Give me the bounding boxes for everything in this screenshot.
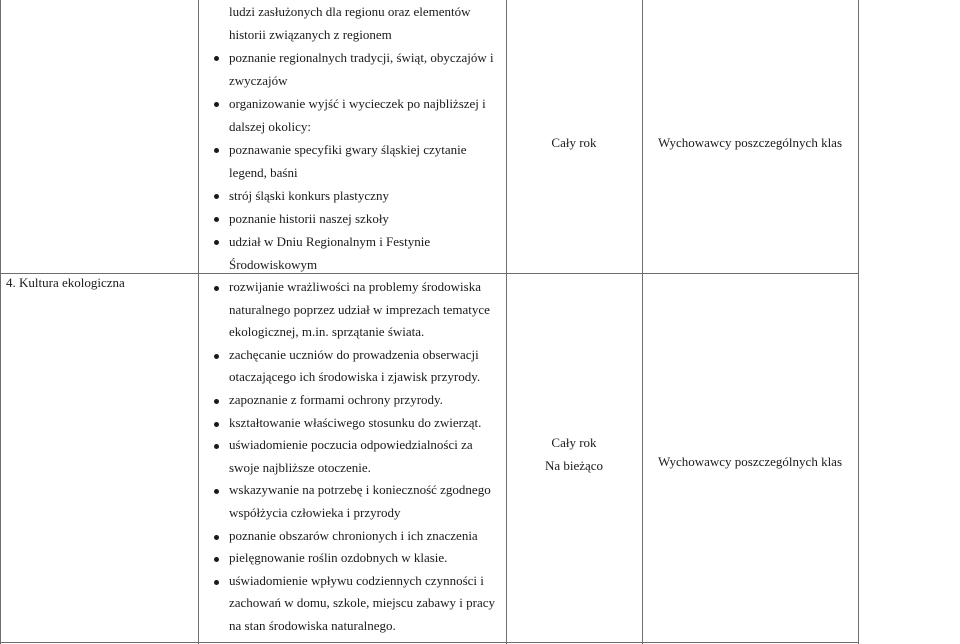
list-item: strój śląski konkurs plastyczny	[214, 184, 514, 207]
table-divider-col1	[198, 0, 199, 644]
list-item: swoje najbliższe otoczenie.	[229, 459, 371, 475]
list-item: rozwijanie wrażliwości na problemy środowiska	[214, 276, 514, 299]
row2-term-line1: Cały rok	[551, 435, 597, 450]
list-item: zwyczajów	[229, 73, 288, 88]
row2-responsible: Wychowawcy poszczególnych klas	[657, 454, 843, 469]
list-item: zachowań w domu, szkole, miejscu zabawy i pracy	[229, 595, 496, 611]
list-item: poznawanie specyfiki gwary śląskiej czytanie	[214, 138, 514, 161]
list-item: organizowanie wyjść i wycieczek po najbliższej i	[214, 92, 514, 115]
list-item: wskazywanie na potrzebę i konieczność zgodnego	[214, 479, 514, 502]
list-item: dalszej okolicy:	[229, 119, 311, 134]
row2-activities-list	[214, 276, 514, 638]
row1-activities-list	[214, 0, 514, 276]
list-item: zachęcanie uczniów do prowadzenia obserwacji	[214, 344, 514, 367]
list-item: udział w Dniu Regionalnym i Festynie	[214, 230, 514, 253]
list-item: historii związanych z regionem	[229, 27, 392, 42]
list-item: zapoznanie z formami ochrony przyrody.	[214, 389, 514, 412]
table-border-bottom	[0, 642, 858, 643]
list-item: na stan środowiska naturalnego.	[229, 617, 396, 633]
list-item: poznanie historii naszej szkoły	[214, 207, 514, 230]
list-item: Środowiskowym	[229, 257, 318, 272]
table-border-right	[858, 0, 859, 644]
list-item: uświadomienie poczucia odpowiedzialności za	[214, 434, 514, 457]
list-item: legend, baśni	[229, 165, 298, 180]
list-item: naturalnego poprzez udział w imprezach tematyce	[229, 301, 490, 317]
list-item: poznanie regionalnych tradycji, świąt, obyczajów i	[214, 46, 514, 69]
list-item: kształtowanie właściwego stosunku do zwierząt.	[214, 412, 514, 435]
list-item: poznanie obszarów chronionych i ich znaczenia	[214, 525, 514, 548]
row2-term-line2: Na bieżąco	[544, 458, 604, 473]
table-border-left	[0, 0, 1, 644]
row1-responsible: Wychowawcy poszczególnych klas	[657, 135, 843, 150]
row1-term: Cały rok	[551, 135, 597, 150]
list-item: otaczającego ich środowiska i zjawisk przyrody.	[229, 369, 481, 385]
list-item: współżycia człowieka i przyrody	[229, 504, 401, 520]
list-item: ekologicznej, m.in. sprzątanie świata.	[229, 324, 425, 340]
row2-title: 4. Kultura ekologiczna	[6, 275, 125, 290]
list-item: ludzi zasłużonych dla regionu oraz elementów	[229, 4, 471, 19]
list-item: uświadomienie wpływu codziennych czynności i	[214, 570, 514, 593]
table-divider-col3	[642, 0, 643, 644]
list-item: pielęgnowanie roślin ozdobnych w klasie.	[214, 547, 514, 570]
